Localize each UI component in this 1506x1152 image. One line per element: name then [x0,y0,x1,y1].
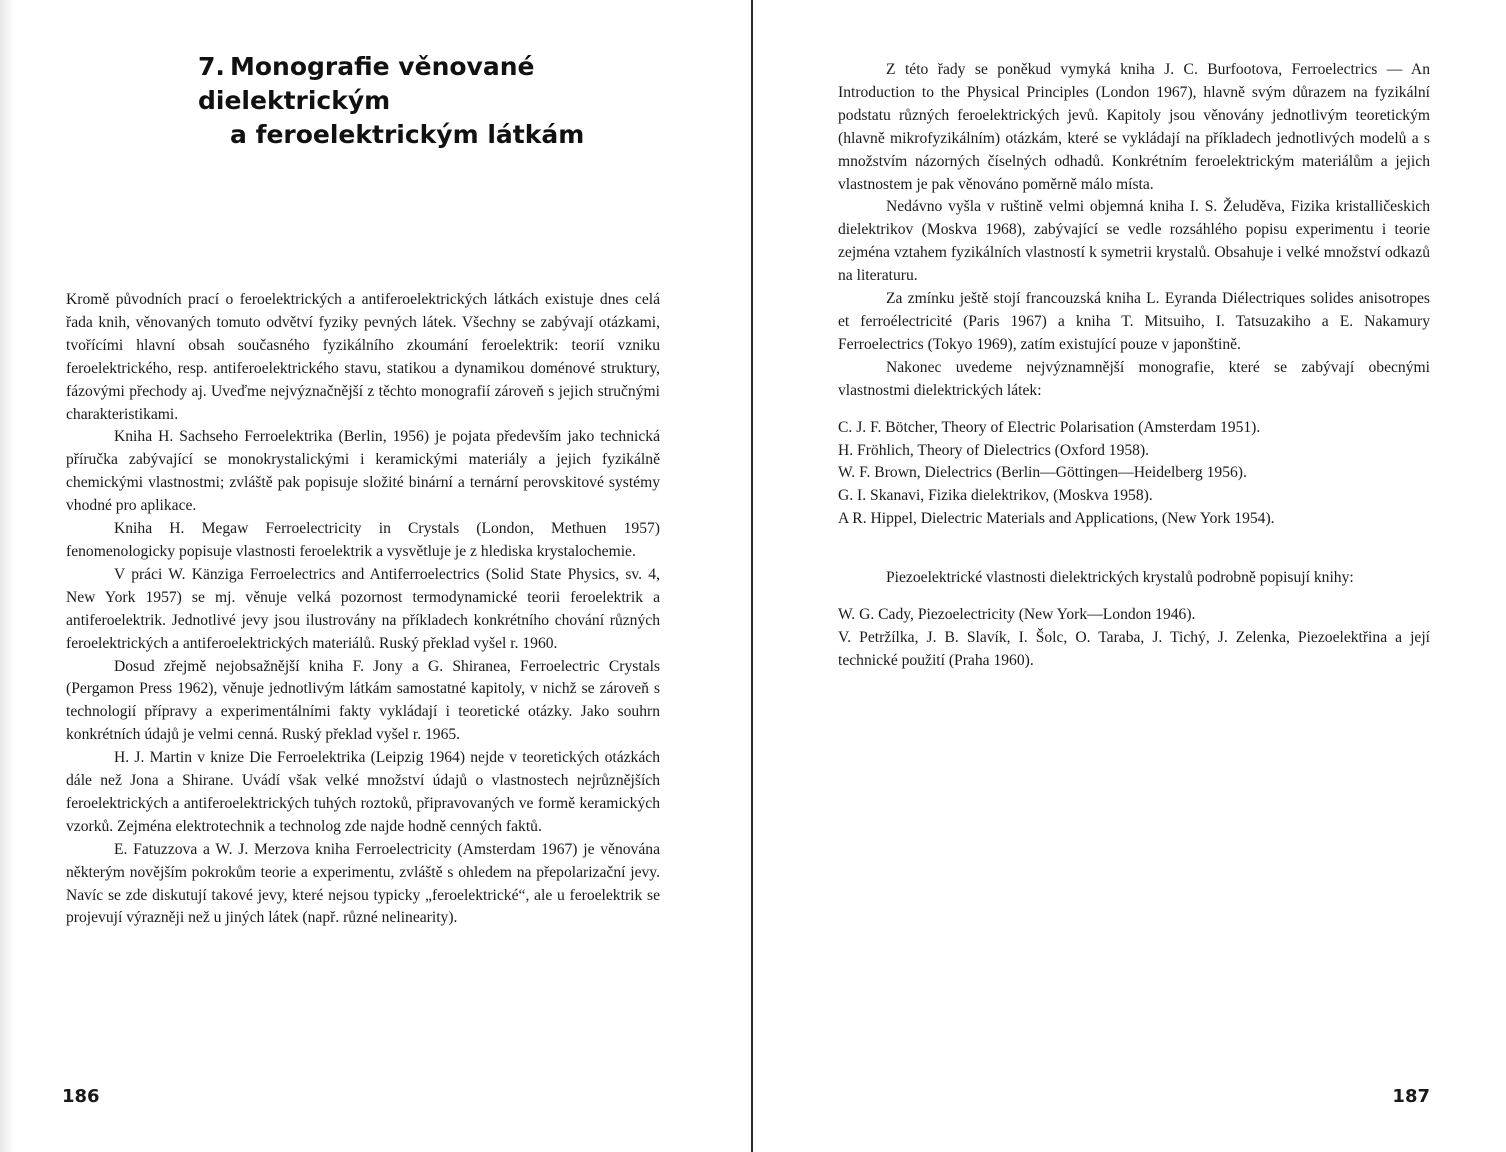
reference-item: A R. Hippel, Dielectric Materials and Applications, (New York 1954). [838,510,1275,528]
chapter-title [198,50,718,152]
chapter-number: 7. [198,52,225,81]
paragraph-martin: H. J. Martin v knize Die Ferroelektrika (Leipzig 1964) nejde v teoretických otázkách dále než Jona a Shirane. Uvádí však velké množství údajů o vlastnostech nejrůznějších feroelektrických a antiferoelektrických tuhých roztoků, připravovaných ve formě keramických vzorků. Zejména elektrotechnik a technolog zde najde hodně cenných faktů. [66,749,660,835]
paragraph-general-monographs: Nakonec uvedeme nejvýznamnější monografie, které se zabývají obecnými vlastnostmi dielektrických látek: [838,358,1430,399]
reference-item: G. I. Skanavi, Fizika dielektrikov, (Moskva 1958). [838,487,1153,505]
paragraph-fatuzzo-merz: E. Fatuzzova a W. J. Merzova kniha Ferroelectricity (Amsterdam 1967) je věnována některým novějším pokrokům teorie a experimentu, zvláště s ohledem na přepolarizační jevy. Navíc se zde diskutují takové jevy, které nejsou typicky „feroelektrické“, ale u feroelektrik se projevují výrazněji než u jiných látek (např. různé nelinearity). [66,840,660,927]
reference-item: W. G. Cady, Piezoelectricity (New York—London 1946). [838,606,1196,624]
left-page [0,0,752,1152]
paragraph-zeludev: Nedávno vyšla v ruštině velmi objemná kniha I. S. Želuděva, Fizika kristalličeskich dielektrikov (Moskva 1968), zabývající se vedle rozsáhlého popisu experimentu i teorie zejména vztahem fyzikálních vlastností k symetrii krystalů. Obsahuje i velké množství odkazů na literaturu. [838,198,1430,285]
chapter-title-line-2: a feroelektrickým látkám [230,120,585,149]
paragraph-burfoot: Z této řady se poněkud vymyká kniha J. C. Burfootova, Ferroelectrics — An Introduction to the Physical Principles (London 1967), hlavně svým důrazem na fyzikální podstatu různých feroelektrických jevů. Kapitoly jsou věnovány jednotlivým teoretickým (hlavně mikrofyzikálním) otázkám, které se vykládají na příkladech jednotlivých modelů a s množstvím názorných číselných odhadů. Konkrétním feroelektrickým materiálům a jejich vlastnostem je pak věnováno poměrně málo místa. [838,61,1430,193]
paragraph-kanzig: V práci W. Känziga Ferroelectrics and Antiferroelectrics (Solid State Physics, sv. 4, New York 1957) se mj. věnuje velká pozornost termodynamické teorii feroelektrik a antiferoelektrik. Jednotlivé jevy jsou ilustrovány na příkladech konkrétního chování různých feroelektrických a antiferoelektrických materiálů. Ruský překlad vyšel r. 1960. [66,565,660,652]
piezo-reference-list [838,604,1430,673]
left-body-text [66,289,660,930]
paragraph-megaw: Kniha H. Megaw Ferroelectricity in Crystals (London, Methuen 1957) fenomenologicky popisuje vlastnosti feroelektrik a vysvětluje je z hlediska krystalochemie. [66,520,660,560]
reference-item: C. J. F. Bötcher, Theory of Electric Polarisation (Amsterdam 1951). [838,418,1261,436]
paragraph-jona-shirane: Dosud zřejmě nejobsažnější kniha F. Jony a G. Shiranea, Ferroelectric Crystals (Pergamon Press 1962), věnuje jednotlivým látkám samostatné kapitoly, v nichž se zároveň s technologií přípravy a experimentálními fakty vykládají i teoretické otázky. Jako souhrn konkrétních údajů je velmi cenná. Ruský překlad vyšel r. 1965. [66,657,660,744]
paragraph-eyrand: Za zmínku ještě stojí francouzská kniha L. Eyranda Diélectriques solides anisotropes et ferroélectricité (Paris 1967) a kniha T. Mitsuiho, I. Tatsuzakiho a E. Nakamury Ferroelectrics (Tokyo 1969), zatím existující pouze v japonštině. [838,290,1430,353]
chapter-title-line-1: Monografie věnované dielektrickým [198,52,535,115]
page-edge-shadow [0,0,14,1152]
book-spine [751,0,753,1152]
paragraph-intro: Kromě původních prací o feroelektrických a antiferoelektrických látkách existuje dnes celá řada knih, věnovaných tomuto odvětví fyziky pevných látek. Všechny se zabývají otázkami, tvořícími hlavní obsah současného fyzikálního zkoumání feroelektrik: teorií vzniku feroelektrického, resp. antiferoelektrického stavu, statikou a dynamikou doménové struktury, fázovými přechody aj. Uveďme nejvýznačnější z těchto monografií zároveň s jejich stručnými charakteristikami. [66,291,660,423]
reference-list [838,417,1430,532]
reference-item: H. Fröhlich, Theory of Dielectrics (Oxford 1958). [838,441,1150,459]
right-body-text [838,59,1430,673]
reference-item: W. F. Brown, Dielectrics (Berlin—Göttingen—Heidelberg 1956). [838,464,1247,482]
reference-item: V. Petržílka, J. B. Slavík, I. Šolc, O. Taraba, J. Tichý, J. Zelenka, Piezoelektřina a její technické použití (Praha 1960). [838,628,1430,669]
right-page [754,0,1506,1152]
page-number-right: 187 [1392,1086,1430,1107]
page-number-left: 186 [62,1086,100,1107]
paragraph-sachse: Kniha H. Sachseho Ferroelektrika (Berlin, 1956) je pojata především jako technická příručka zabývající se monokrystalickými i keramickými materiály a jejich fyzikálně chemickými vlastnostmi; zvláště pak popisuje složité binární a ternární perovskitové systémy vhodné pro aplikace. [66,428,660,515]
paragraph-piezo-intro: Piezoelektrické vlastnosti dielektrických krystalů podrobně popisují knihy: [886,569,1354,587]
